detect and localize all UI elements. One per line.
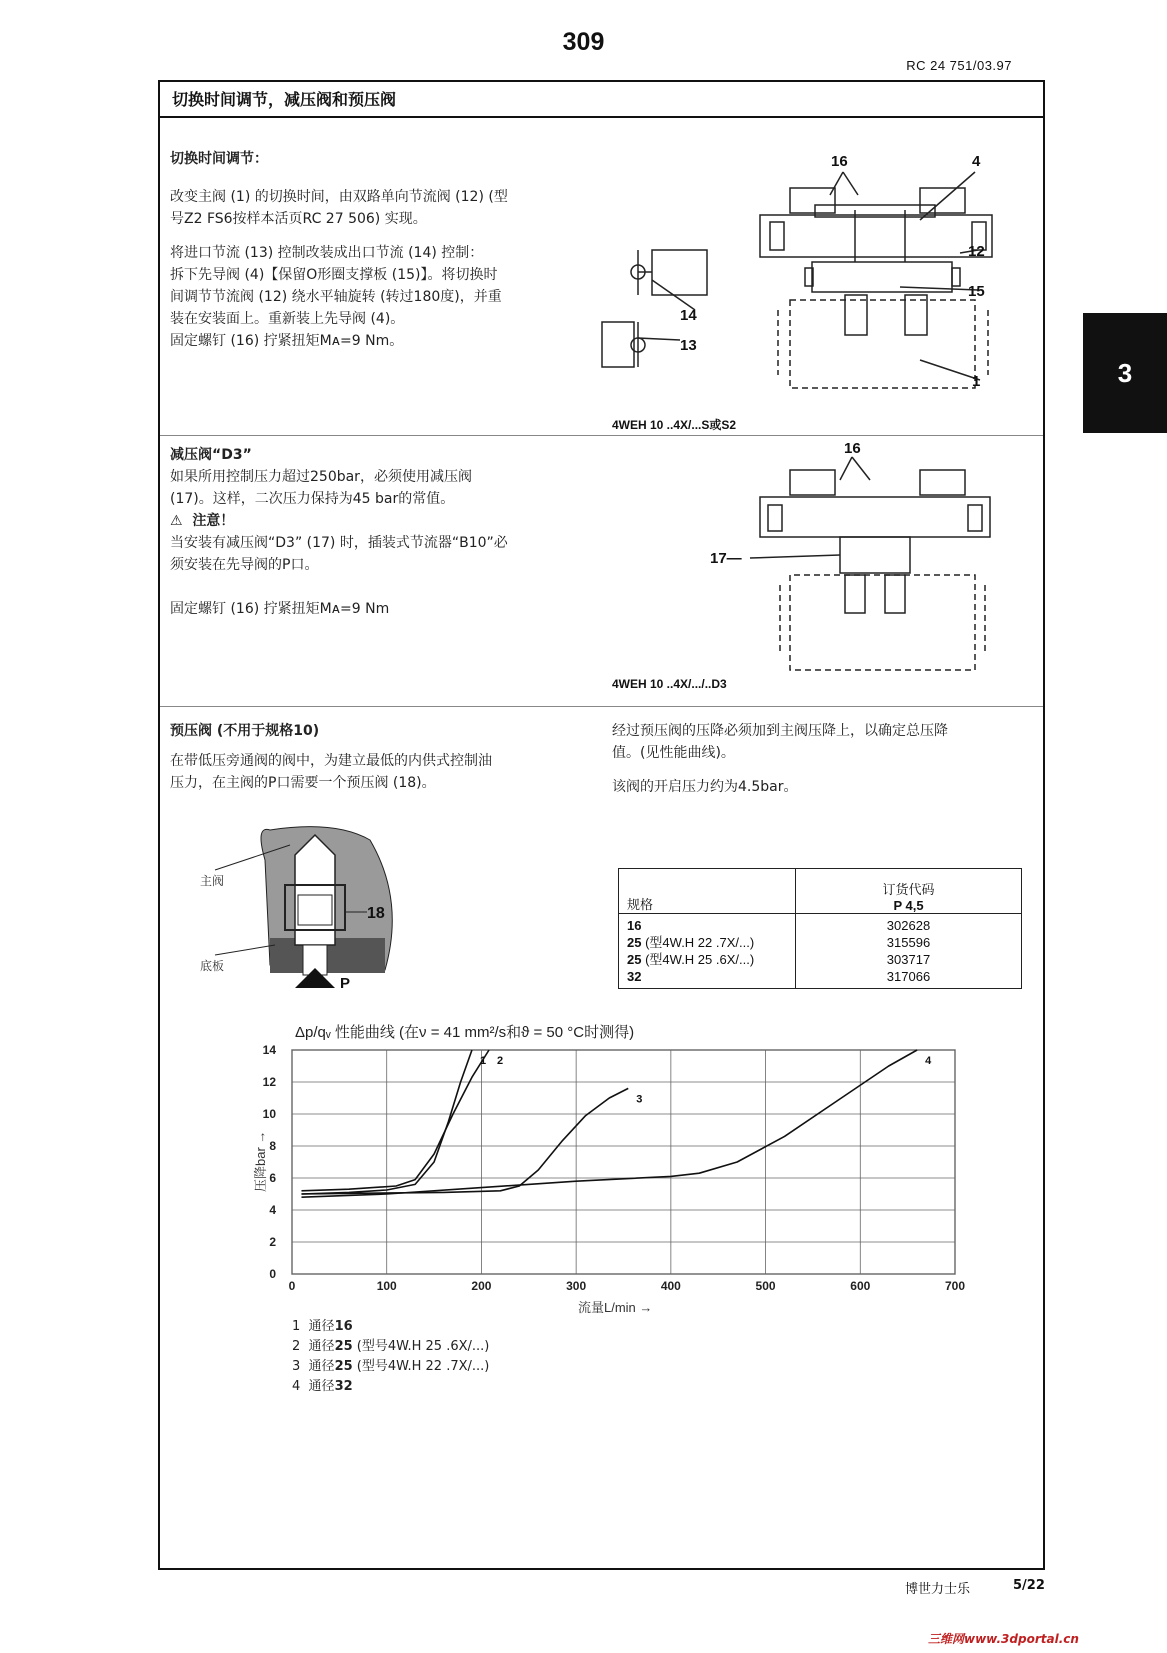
valve-drawing-d3 — [710, 440, 1020, 685]
document-reference: RC 24 751/03.97 — [906, 58, 1012, 73]
main-valve-body — [790, 300, 975, 388]
series-label-2: 2 — [497, 1055, 504, 1067]
label-12: 12 — [968, 243, 985, 260]
label-4: 4 — [972, 153, 981, 170]
x-tick-label: 700 — [944, 1279, 966, 1293]
switch-time-p1-line2: 号Z2 FS6按样本活页RC 27 506) 实现。 — [170, 211, 427, 227]
x-tick-label: 600 — [850, 1279, 871, 1293]
reducer-line3: 当安装有减压阀“D3” (17) 时，插装式节流器“B10”必 — [170, 535, 508, 551]
y-tick-label: 10 — [262, 1107, 276, 1121]
legend-item: 4 通径32 — [292, 1379, 353, 1394]
preload-valve-body — [295, 835, 335, 945]
table-header-code-top: 订货代码 — [882, 882, 935, 897]
divider — [160, 706, 1043, 707]
warning-icon: ⚠ — [170, 513, 183, 529]
reducer-line5: 固定螺钉 (16) 拧紧扭矩Mᴀ=9 Nm — [170, 601, 390, 617]
reducer-line4: 须安装在先导阀的P口。 — [170, 557, 319, 573]
figure-caption-s: 4WEH 10 ..4X/...S或S2 — [612, 418, 737, 432]
legend-item: 3 通径25 (型号4W.H 22 .7X/...) — [292, 1359, 490, 1374]
throttle-symbol-outlet — [652, 250, 707, 295]
page-number: 309 — [562, 28, 605, 56]
y-tick-label: 8 — [269, 1139, 276, 1153]
preload-heading: 预压阀 (不用于规格10) — [170, 723, 320, 739]
label-16-d3: 16 — [844, 440, 861, 457]
plot-area — [292, 1050, 955, 1274]
label-18: 18 — [367, 905, 385, 922]
watermark: 三维网www.3dportal.cn — [928, 1632, 1079, 1646]
preload-right-line1: 经过预压阀的压降必须加到主阀压降上，以确定总压降 — [612, 723, 948, 739]
label-16: 16 — [831, 153, 848, 170]
table-row: 25 (型4W.H 22 .7X/...) — [627, 935, 755, 950]
preload-line1: 在带低压旁通阀的阀中，为建立最低的内供式控制油 — [170, 753, 492, 769]
footer-brand: 博世力士乐 — [905, 1582, 971, 1597]
legend-item: 2 通径25 (型号4W.H 25 .6X/...) — [292, 1339, 490, 1354]
label-17: 17— — [710, 550, 742, 567]
order-code: 315596 — [886, 935, 931, 950]
y-tick-label: 4 — [269, 1203, 276, 1217]
switch-time-section — [170, 148, 508, 352]
reducer-body — [840, 537, 910, 573]
series-line-2 — [301, 1050, 489, 1191]
preload-right-text — [612, 720, 948, 798]
label-15: 15 — [968, 283, 985, 300]
y-tick-label: 0 — [269, 1267, 276, 1281]
solenoid-left — [790, 188, 835, 213]
label-1: 1 — [972, 373, 981, 390]
chart-legend — [292, 1317, 489, 1397]
table-row: 32 — [627, 969, 642, 984]
order-code: 317066 — [886, 969, 931, 984]
switch-time-heading: 切换时间调节： — [170, 151, 268, 167]
divider — [160, 435, 1043, 436]
switch-time-p2-line4: 装在安装面上。重新装上先导阀 (4)。 — [170, 311, 405, 327]
figure-caption-d3: 4WEH 10 ..4X/.../..D3 — [612, 677, 727, 691]
valve-drawing-s — [600, 150, 1040, 430]
table-header-code — [796, 869, 1022, 914]
base-plate-label: 底板 — [200, 959, 225, 973]
chart-xlabel: 流量L/min → — [578, 1300, 653, 1315]
chart-title: Δp/qᵥ 性能曲线 (在ν = 41 mm²/s和ϑ = 50 °C时测得) — [295, 1024, 635, 1041]
chart-lines — [301, 1050, 932, 1197]
series-line-4 — [301, 1050, 917, 1197]
performance-chart — [240, 1020, 980, 1320]
reducer-line2: (17)。这样，二次压力保持为45 bar的常值。 — [170, 491, 455, 507]
pilot-valve-body — [760, 215, 992, 257]
order-code: 303717 — [886, 952, 931, 967]
y-tick-label: 14 — [262, 1043, 276, 1057]
main-valve-label: 主阀 — [200, 874, 225, 888]
x-tick-label: 500 — [755, 1279, 776, 1293]
table-header-code-bottom: P 4,5 — [893, 898, 924, 913]
x-tick-label: 0 — [288, 1279, 296, 1293]
switch-time-p1-line1: 改变主阀 (1) 的切换时间，由双路单向节流阀 (12) (型 — [170, 189, 508, 205]
chart-ylabel: 压降bar → — [253, 1130, 268, 1192]
preload-right-line3: 该阀的开启压力约为4.5bar。 — [612, 779, 798, 795]
preload-valve-drawing — [195, 820, 435, 1010]
series-label-1: 1 — [479, 1055, 487, 1067]
port-p-label: P — [340, 975, 351, 992]
table-size-cell — [619, 914, 796, 989]
table-row: 25 (型4W.H 25 .6X/...) — [627, 952, 755, 967]
switch-time-p2-line5: 固定螺钉 (16) 拧紧扭矩Mᴀ=9 Nm。 — [170, 333, 404, 349]
chart-grid — [292, 1050, 955, 1274]
switch-time-p2-line1: 将进口节流 (13) 控制改装成出口节流 (14) 控制： — [170, 245, 484, 261]
y-tick-label: 2 — [269, 1235, 276, 1249]
label-14: 14 — [680, 307, 697, 324]
y-tick-label: 6 — [269, 1171, 276, 1185]
switch-time-p2-line3: 间调节节流阀 (12) 绕水平轴旋转 (转过180度)，并重 — [170, 289, 502, 305]
preload-section — [170, 720, 492, 794]
order-code: 302628 — [886, 918, 931, 933]
chapter-tab[interactable]: 3 — [1083, 313, 1167, 433]
x-tick-label: 400 — [660, 1279, 681, 1293]
reducer-section — [170, 444, 508, 620]
x-tick-label: 300 — [566, 1279, 587, 1293]
switch-time-p2-line2: 拆下先导阀 (4)【保留O形圈支撑板 (15)】。将切换时 — [170, 267, 498, 283]
reducer-line1: 如果所用控制压力超过250bar，必须使用减压阀 — [170, 469, 472, 485]
series-label-4: 4 — [925, 1055, 932, 1067]
x-tick-label: 200 — [471, 1279, 492, 1293]
table-row: 16 — [627, 918, 642, 933]
y-tick-label: 12 — [262, 1075, 276, 1089]
warning-label: 注意！ — [192, 513, 235, 529]
table-code-cell — [796, 914, 1022, 989]
throttle-symbol-inlet — [602, 322, 634, 367]
preload-line2: 压力，在主阀的P口需要一个预压阀 (18)。 — [170, 775, 436, 791]
order-code-table — [618, 868, 1022, 989]
label-13: 13 — [680, 337, 697, 354]
legend-item: 1 通径16 — [292, 1319, 353, 1334]
preload-right-line2: 值。(见性能曲线)。 — [612, 745, 735, 761]
table-header-size: 规格 — [619, 869, 796, 914]
series-label-3: 3 — [636, 1093, 643, 1106]
x-tick-label: 100 — [376, 1279, 397, 1293]
footer-page: 5/22 — [1013, 1578, 1045, 1593]
section-title: 切换时间调节，减压阀和预压阀 — [172, 90, 397, 109]
reducer-heading: 减压阀“D3” — [170, 447, 252, 463]
